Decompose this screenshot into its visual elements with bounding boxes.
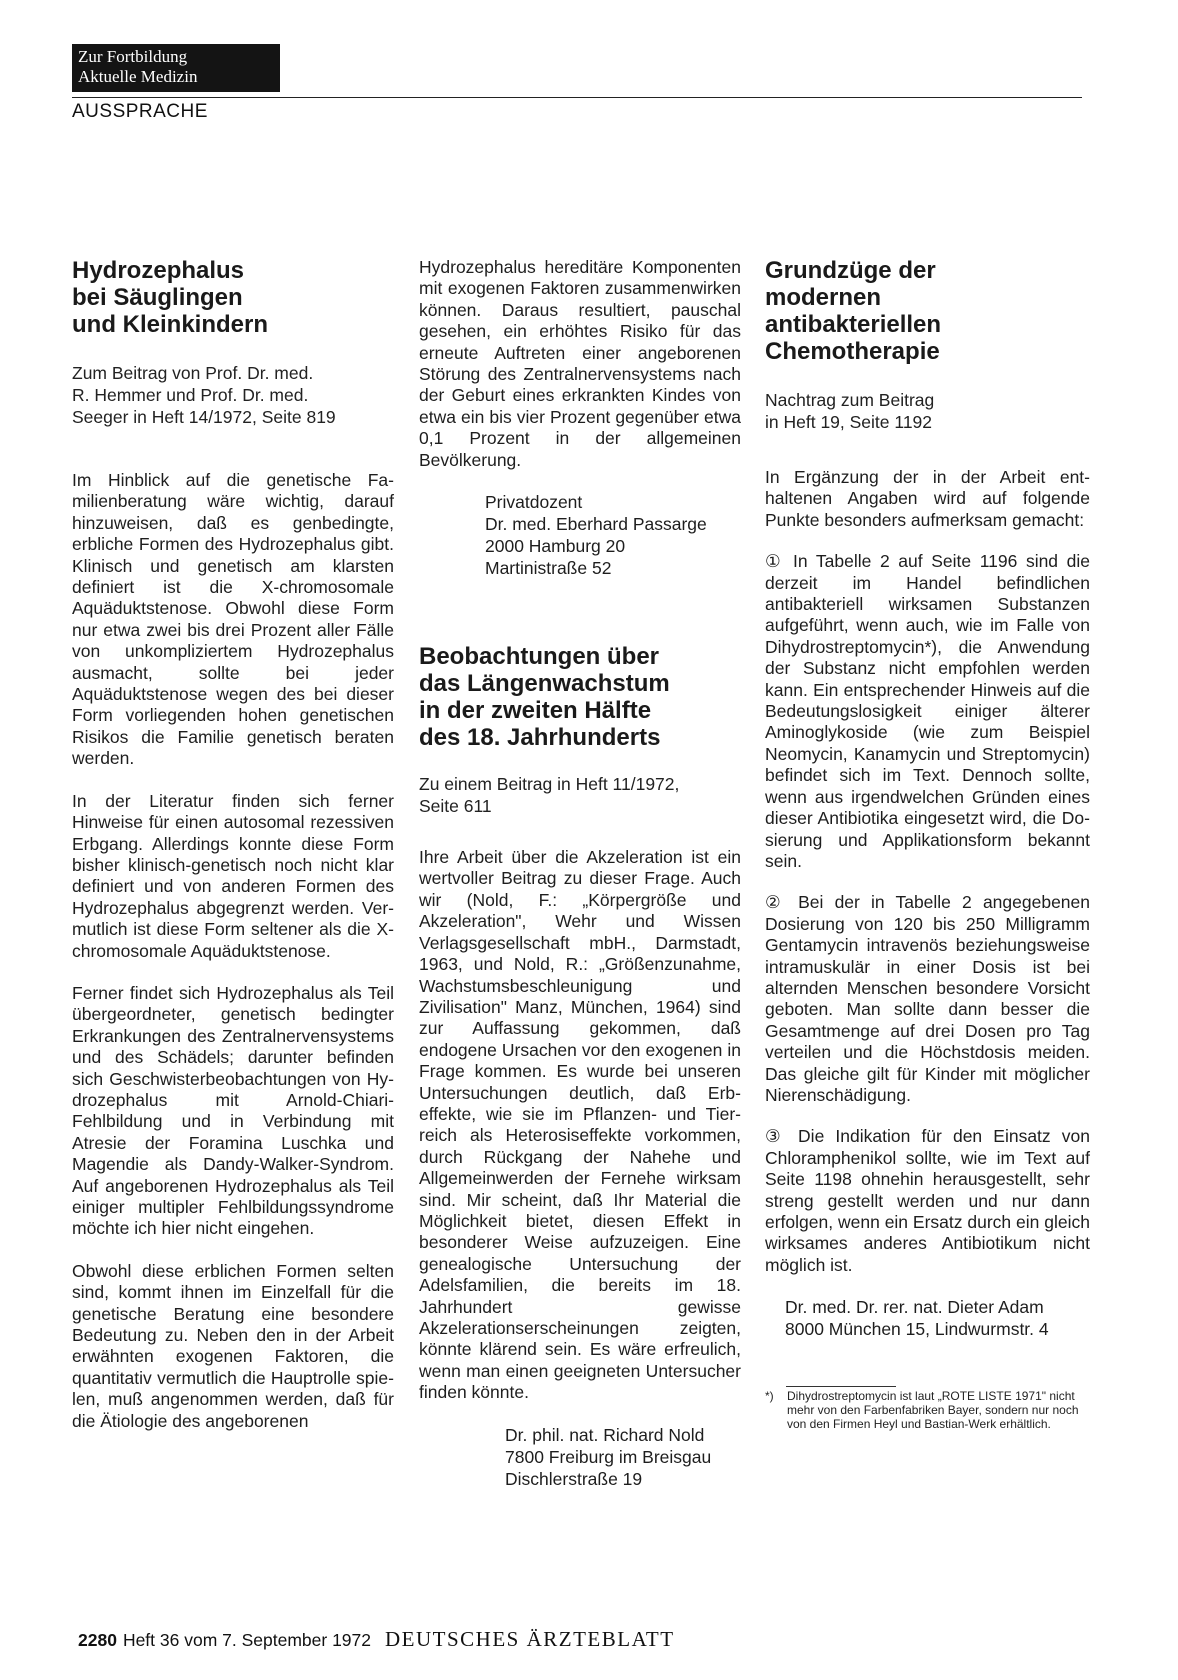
article-2-paragraph: Ihre Arbeit über die Akzeleration ist ein wertvoller Beitrag zu dieser Frage. Auch wir (Nold, F.: „Körpergröße und Akzeleration", Wehr und Wissen Verlagsgesellschaft mbH., Darmstadt, 1963, und Nold, R.: „Größenzunahme, Wachstumsbeschleunigung und Zivilisation" Manz, München, 1964) sind zur Auffassung gekommen, daß endogene Ursachen vor den exogenen in Frage kommen. Es wurde bei unseren Untersuchungen deutlich, daß Erbeffekte, wie sie im Pflanzen- und Tierreich als Heterosiseffekte vorkommen, durch Rückgang der Nahehe und Allgemeinwerden der Fernehe wirksam sind. Mir scheint, daß Ihr Material die Möglichkeit bietet, diesen Effekt in besonderer Weise aufzuzeigen. Eine genealogische Untersuchung der Adelsfamilien, die bereits im 18. Jahrhundert gewisse Akzelerationserscheinungen zeigten, könnte klärend sein. Es wäre erfreulich, wenn man einen geeigneten Untersucher finden könnte. bbox=[419, 847, 741, 1403]
signature-line: Privatdozent bbox=[485, 492, 583, 513]
page-footer bbox=[78, 1627, 675, 1652]
article-2-signature bbox=[505, 1424, 741, 1490]
column-1 bbox=[72, 257, 394, 1432]
subtitle-line: Seeger in Heft 14/1972, Seite 819 bbox=[72, 407, 336, 427]
section-label: AUSSPRACHE bbox=[72, 101, 208, 122]
article-1-title bbox=[72, 257, 394, 338]
magazine-name: DEUTSCHES ÄRZTEBLATT bbox=[385, 1627, 675, 1651]
signature-line: Martinistraße 52 bbox=[485, 558, 612, 579]
signature-line: 7800 Freiburg im Breisgau bbox=[505, 1446, 712, 1467]
rubric-badge bbox=[72, 44, 280, 92]
footnote bbox=[765, 1389, 1090, 1431]
article-1-paragraph: Obwohl diese erblichen Formen selten sind, kommt ihnen im Einzelfall für die genetische Beratung eine besondere Bedeutung zu. Neben den in der Arbeit erwähnten exogenen Faktoren, die quantitativ vermutlich die Hauptrolle spielen, muß angenommen werden, daß für die Ätiologie des angeborenen bbox=[72, 1260, 394, 1431]
title-line: Chemotherapie bbox=[765, 338, 940, 365]
footnote-mark: *) bbox=[765, 1389, 774, 1404]
title-line: modernen bbox=[765, 284, 882, 311]
article-3-subtitle bbox=[765, 389, 1090, 433]
title-line: des 18. Jahrhunderts bbox=[419, 724, 661, 752]
article-3-intro: In Ergänzung der in der Arbeit enthaltenen Angaben wird auf folgende Punkte besonders aufmerksam gemacht: bbox=[765, 467, 1090, 530]
title-line: bei Säuglingen bbox=[72, 284, 243, 311]
article-2-title bbox=[419, 643, 741, 751]
signature-line: Dr. phil. nat. Richard Nold bbox=[505, 1424, 705, 1445]
article-3-point-2: ② Bei der in Tabelle 2 angegebenen Dosierung von 120 bis 250 Milligramm Gentamycin intravenös beziehungsweise intramuskulär in einer Dosis ist bei alternden Menschen besondere Vorsicht geboten. Man sollte dann besser die Gesamtmenge auf drei Dosen pro Tag verteilen und die Höchstdosis meiden. Das gleiche gilt für Kinder mit möglicher Nierenschädigung. bbox=[765, 892, 1090, 1105]
column-2 bbox=[419, 257, 741, 1490]
signature-line: Dr. med. Eberhard Passarge bbox=[485, 514, 707, 535]
title-line: antibakteriellen bbox=[765, 311, 942, 338]
article-3-title bbox=[765, 257, 1090, 365]
article-1-paragraph: In der Literatur finden sich ferner Hinweise für einen autosomal rezessiven Erbgang. Allerdings konnte diese Form bisher klinisch-genetisch noch nicht klar definiert und von anderen Formen des Hydrozephalus abgegrenzt werden. Vermutlich ist diese Form seltener als die X-chromosomale Aquäduktstenose. bbox=[72, 790, 394, 961]
subtitle-line: Zu einem Beitrag in Heft 11/1972, bbox=[419, 774, 680, 795]
subtitle-line: R. Hemmer und Prof. Dr. med. bbox=[72, 385, 309, 405]
title-line: und Kleinkindern bbox=[72, 311, 269, 338]
article-1-subtitle bbox=[72, 362, 394, 428]
column-3 bbox=[765, 257, 1090, 1431]
title-line: Grundzüge der bbox=[765, 257, 936, 284]
subtitle-line: Nachtrag zum Beitrag bbox=[765, 390, 935, 410]
signature-line: 2000 Hamburg 20 bbox=[485, 536, 626, 557]
signature-line: Dr. med. Dr. rer. nat. Dieter Adam bbox=[785, 1297, 1044, 1318]
rubric-line-1: Zur Fortbildung bbox=[78, 47, 188, 66]
title-line: das Längenwachstum bbox=[419, 670, 670, 698]
article-1-paragraph: Ferner findet sich Hydrozephalus als Teil übergeordneter, genetisch bedingter Erkrankungen des Zentralnervensystems und des Schädels; darunter befinden sich Geschwisterbeobachtungen von Hydrozephalus mit Arnold-Chiari-Fehlbildung und in Verbindung mit Atresie der Foramina Luschka und Magendie als Dandy-Walker-Syndrom. Auf angeborenen Hydrozephalus als Teil einiger multipler Fehlbildungssyndrome möchte ich hier nicht eingehen. bbox=[72, 982, 394, 1239]
article-3-point-1: ① In Tabelle 2 auf Seite 1196 sind die derzeit im Handel befindlichen antibakteriell wirksamen Substanzen aufgeführt, wenn auch, wie im Falle von Dihydrostreptomycin*), die Anwendung der Substanz nicht empfohlen werden kann. Ein entsprechender Hinweis auf die Bedeutungslosigkeit einiger älterer Aminoglykoside (wie zum Beispiel Neomycin, Kanamycin und Streptomycin) befindet sich im Text. Dennoch sollte, wenn aus irgendwelchen Gründen eines dieser Antibiotika eingesetzt wird, die Dosierung und Applikationsform bekannt sein. bbox=[765, 551, 1090, 871]
subtitle-line: Zum Beitrag von Prof. Dr. med. bbox=[72, 363, 314, 383]
title-line: Beobachtungen über bbox=[419, 643, 660, 671]
article-1-paragraph: Im Hinblick auf die genetische Familienberatung wäre wichtig, darauf hinzuweisen, daß es genbedingte, erbliche Formen des Hydrozephalus gibt. Klinisch und genetisch am klarsten definiert ist die X-chromosomale Aquäduktstenose. Obwohl diese Form nur etwa zwei bis drei Prozent aller Fälle von unkompliziertem Hydrozephalus ausmacht, sollte bei jeder Aquäduktstenose wegen des bei dieser Form vorliegenden hohen genetischen Risikos die Familie genetisch beraten werden. bbox=[72, 470, 394, 769]
article-3-point-3: ③ Die Indikation für den Einsatz von Chloramphenikol sollte, wie im Text auf Seite 1198 ohnehin herausgestellt, sehr streng gestellt werden und nur dann erfolgen, wenn ein Ersatz durch ein gleich wirksames anderes Antibiotikum nicht möglich ist. bbox=[765, 1126, 1090, 1275]
header-rule bbox=[72, 97, 1082, 98]
title-line: in der zweiten Hälfte bbox=[419, 697, 652, 725]
subtitle-line: in Heft 19, Seite 1192 bbox=[765, 412, 933, 432]
article-2-subtitle bbox=[419, 773, 741, 817]
footnote-text: Dihydrostreptomycin ist laut „ROTE LISTE 1971" nicht mehr von den Farbenfabriken Bayer, sondern nur noch von den Firmen Heyl und Bastian-Werk erhältlich. bbox=[787, 1389, 1079, 1432]
issue-info: Heft 36 vom 7. September 1972 bbox=[122, 1630, 371, 1650]
rubric-line-2: Aktuelle Medizin bbox=[78, 67, 198, 86]
signature-line: Dischlerstraße 19 bbox=[505, 1468, 643, 1489]
page-number: 2280 bbox=[78, 1630, 117, 1650]
signature-line: 8000 München 15, Lindwurmstr. 4 bbox=[785, 1319, 1049, 1340]
article-1-signature bbox=[485, 491, 741, 579]
footnote-rule bbox=[786, 1386, 896, 1387]
article-1-continuation: Hydrozephalus hereditäre Komponenten mit exogenen Faktoren zusammenwirken können. Daraus resultiert, pauschal gesehen, ein erhöhtes Risiko für das erneute Auftreten einer angeborenen Störung des Zentralnervensystems nach der Geburt eines erkrankten Kindes von etwa ein bis vier Prozent gegenüber etwa 0,1 Prozent in der allgemeinen Bevölkerung. bbox=[419, 257, 741, 470]
article-3-signature bbox=[785, 1296, 1090, 1340]
title-line: Hydrozephalus bbox=[72, 257, 245, 284]
subtitle-line: Seite 611 bbox=[419, 796, 492, 817]
